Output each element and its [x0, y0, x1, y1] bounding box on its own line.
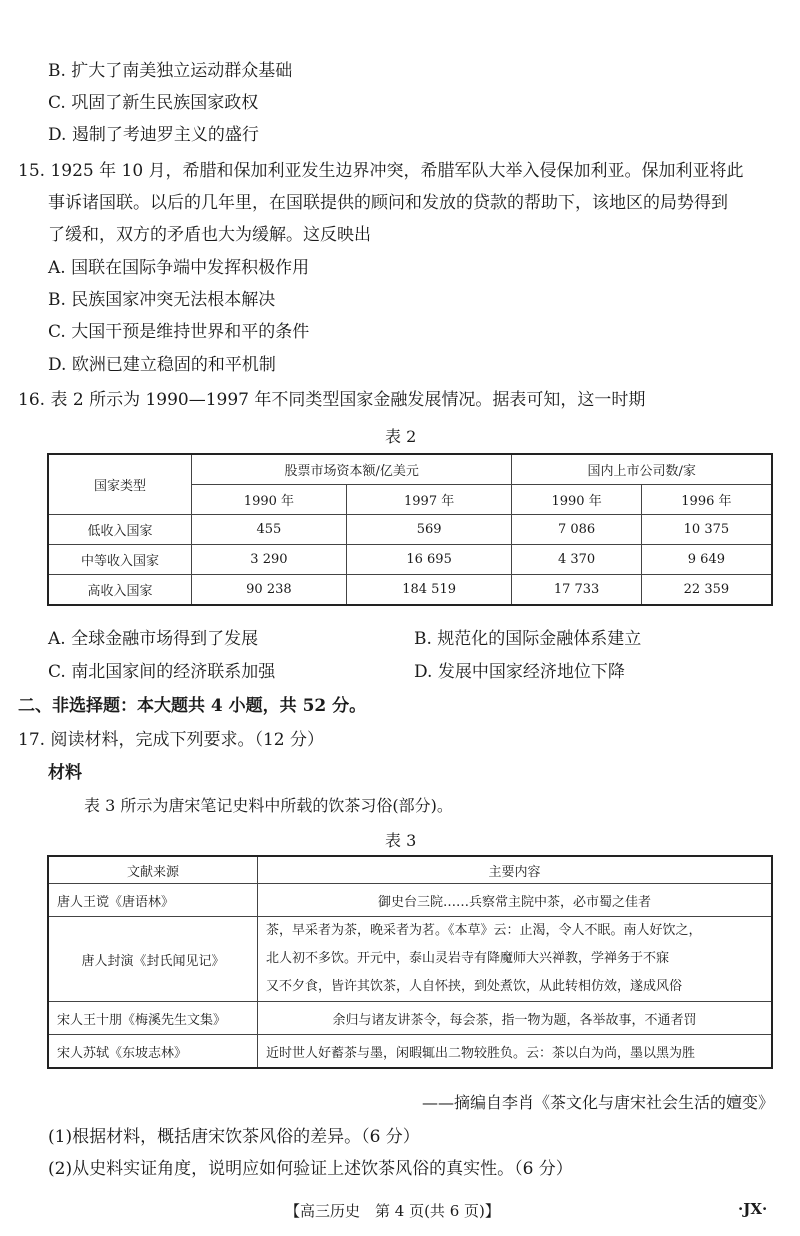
table3-content: 余归与诸友讲茶令，每会茶，指一物为题，各举故事，不通者罚	[258, 1002, 773, 1035]
table3-content-line: 又不夕食，皆许其饮茶，人自怀挟，到处煮饮，从此转相仿效，遂成风俗	[266, 979, 683, 994]
table3-content-line: 北人初不多饮。开元中，泰山灵岩寺有降魔师大兴禅教，学禅务于不寐	[266, 951, 670, 966]
table2-row-label: 高收入国家	[48, 575, 192, 606]
q14-option-b: B. 扩大了南美独立运动群众基础	[48, 61, 293, 81]
q16-option-b: B. 规范化的国际金融体系建立	[414, 629, 642, 649]
material-intro: 表 3 所示为唐宋笔记史料中所载的饮茶习俗(部分)。	[84, 796, 453, 815]
table3-header-content: 主要内容	[258, 856, 773, 884]
table2-row-label: 中等收入国家	[48, 545, 192, 575]
source-note: ——摘编自李肖《茶文化与唐宋社会生活的嬗变》	[421, 1093, 774, 1112]
table-row	[48, 515, 772, 545]
table2-cell: 569	[346, 515, 512, 545]
q16-option-c: C. 南北国家间的经济联系加强	[48, 662, 276, 682]
q16-option-a: A. 全球金融市场得到了发展	[48, 629, 259, 649]
q15-stem-line2: 事诉诸国联。以后的几年里，在国联提供的顾问和发放的贷款的帮助下，该地区的局势得到	[48, 193, 728, 213]
q15-stem-line3: 了缓和，双方的矛盾也大为缓解。这反映出	[48, 225, 371, 245]
table-3	[47, 855, 773, 1069]
table3-source: 唐人王谠《唐语林》	[48, 884, 258, 917]
table2-cell: 90 238	[192, 575, 347, 606]
table3-source: 宋人王十朋《梅溪先生文集》	[48, 1002, 258, 1035]
table2-cell: 10 375	[641, 515, 772, 545]
q15-option-d: D. 欧洲已建立稳固的和平机制	[48, 355, 276, 375]
table-row	[48, 1035, 772, 1069]
table-row	[48, 917, 772, 1002]
q14-option-d: D. 遏制了考迪罗主义的盛行	[48, 125, 259, 145]
q15-option-b: B. 民族国家冲突无法根本解决	[48, 290, 276, 310]
table2-caption: 表 2	[385, 427, 417, 446]
table2-year: 1990 年	[512, 485, 641, 515]
q17-sub1: (1)根据材料，概括唐宋饮茶风俗的差异。（6 分）	[48, 1127, 420, 1147]
q16-option-d: D. 发展中国家经济地位下降	[414, 662, 625, 682]
table-row	[48, 1002, 772, 1035]
q15-option-a: A. 国联在国际争端中发挥积极作用	[48, 258, 310, 278]
footer-code: ·JX·	[738, 1200, 768, 1218]
table3-content: 御史台三院……兵察常主院中茶，必市蜀之佳者	[258, 884, 773, 917]
table2-cell: 9 649	[641, 545, 772, 575]
table2-year: 1996 年	[641, 485, 772, 515]
q17-sub2: (2)从史料实证角度，说明应如何验证上述饮茶风俗的真实性。（6 分）	[48, 1159, 573, 1179]
table-row	[48, 545, 772, 575]
table3-content	[258, 917, 773, 1002]
table2-cell: 17 733	[512, 575, 641, 606]
table2-row-label: 低收入国家	[48, 515, 192, 545]
table2-cell: 455	[192, 515, 347, 545]
table2-cell: 4 370	[512, 545, 641, 575]
section-heading: 二、非选择题：本大题共 4 小题，共 52 分。	[18, 696, 367, 716]
q15-option-c: C. 大国干预是维持世界和平的条件	[48, 322, 310, 342]
table3-source: 宋人苏轼《东坡志林》	[48, 1035, 258, 1069]
table2-header-market-cap: 股票市场资本额/亿美元	[192, 454, 512, 485]
q14-option-c: C. 巩固了新生民族国家政权	[48, 93, 259, 113]
table3-header-source: 文献来源	[48, 856, 258, 884]
table2-year: 1990 年	[192, 485, 347, 515]
table2-cell: 184 519	[346, 575, 512, 606]
table3-content: 近时世人好蓄茶与墨，闲暇辄出二物较胜负。云：茶以白为尚，墨以黑为胜	[258, 1035, 773, 1069]
table-row	[48, 575, 772, 606]
q16-stem: 16. 表 2 所示为 1990—1997 年不同类型国家金融发展情况。据表可知，这一时期	[18, 390, 646, 410]
table2-header-type: 国家类型	[48, 454, 192, 515]
table3-content-line: 茶，早采者为茶，晚采者为茗。《本草》云：止渴，令人不眠。南人好饮之，	[266, 923, 702, 938]
q17-stem: 17. 阅读材料，完成下列要求。（12 分）	[18, 730, 324, 750]
table2-cell: 22 359	[641, 575, 772, 606]
table3-source: 唐人封演《封氏闻见记》	[48, 917, 258, 1002]
table-2	[47, 453, 773, 606]
material-label: 材料	[48, 763, 82, 783]
table-row	[48, 884, 772, 917]
table3-caption: 表 3	[385, 831, 417, 850]
q15-stem-line1: 15. 1925 年 10 月，希腊和保加利亚发生边界冲突，希腊军队大举入侵保加利亚。保加利亚将此	[18, 161, 744, 181]
table2-cell: 7 086	[512, 515, 641, 545]
table2-header-listed-companies: 国内上市公司数/家	[512, 454, 772, 485]
table2-cell: 3 290	[192, 545, 347, 575]
table2-year: 1997 年	[346, 485, 512, 515]
table2-cell: 16 695	[346, 545, 512, 575]
footer-page: 【高三历史 第 4 页(共 6 页)】	[285, 1202, 500, 1220]
